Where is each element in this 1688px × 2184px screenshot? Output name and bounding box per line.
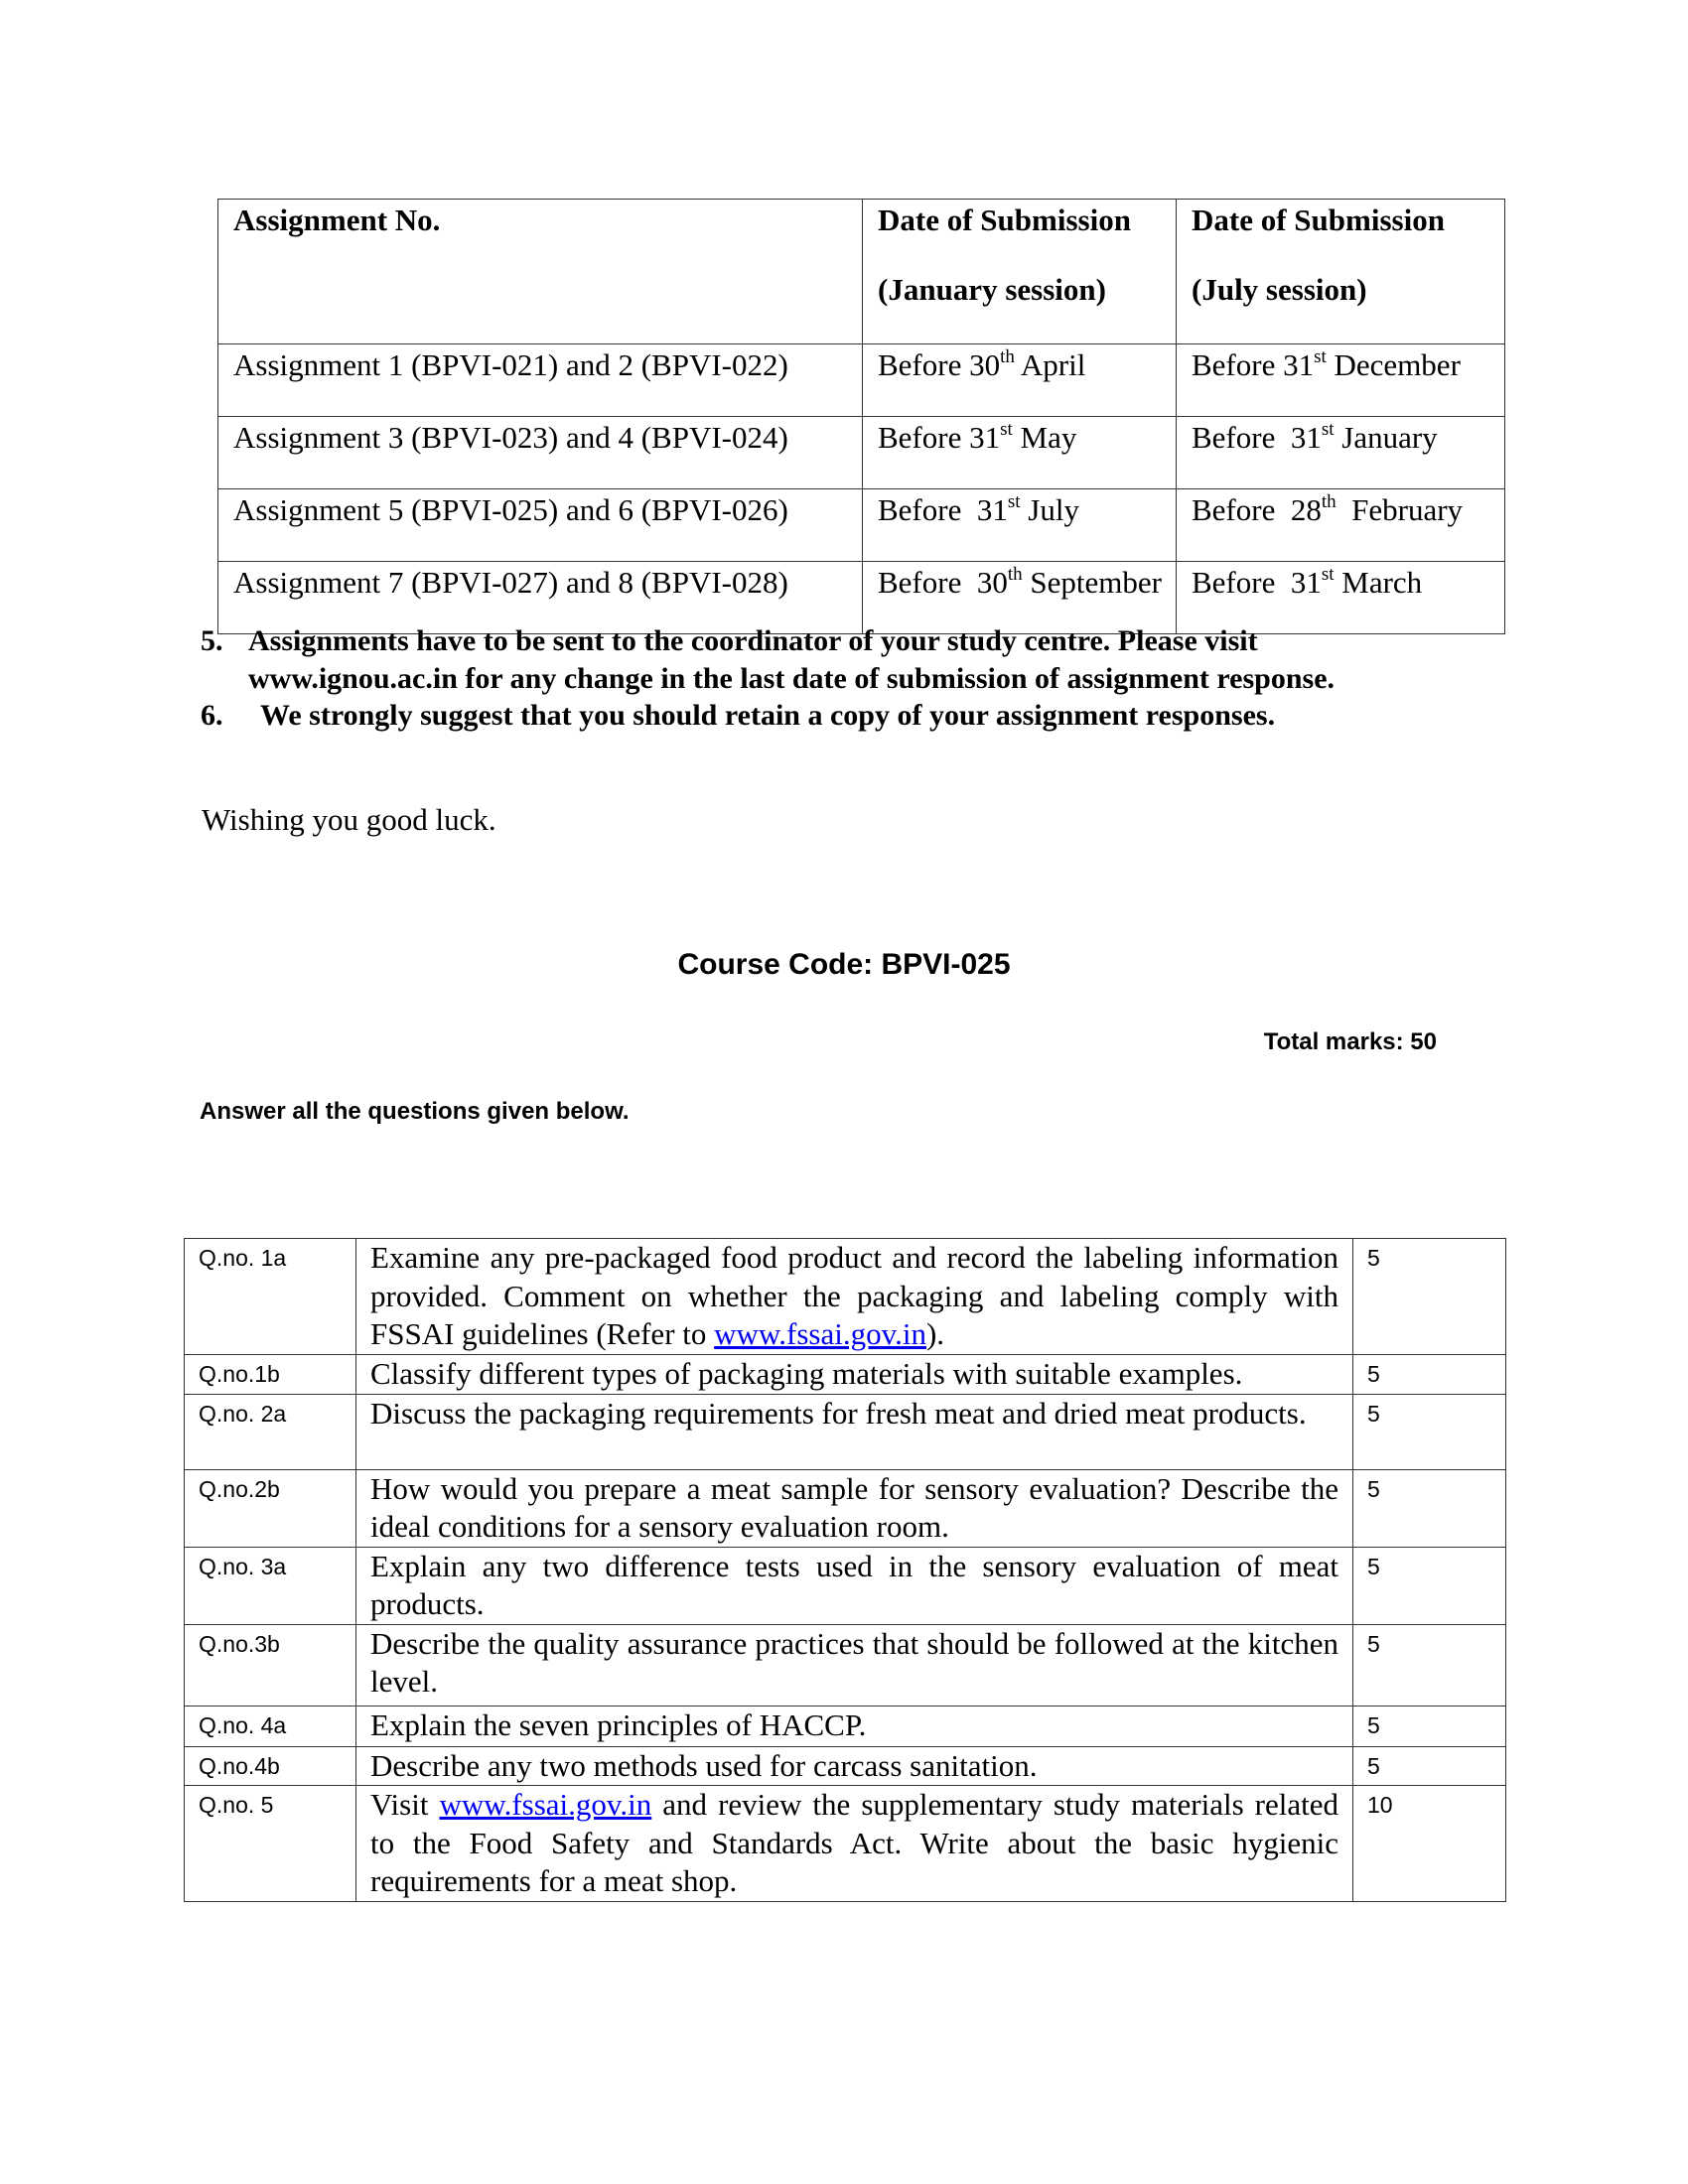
question-row — [185, 1469, 1506, 1547]
note-item-6 — [201, 697, 1511, 735]
note-item-5 — [201, 622, 1511, 697]
question-marks: 5 — [1353, 1469, 1506, 1547]
question-number: Q.no. 5 — [185, 1786, 356, 1902]
question-text: Explain any two difference tests used in the sensory evaluation of meat products. — [356, 1547, 1353, 1624]
question-number: Q.no.3b — [185, 1624, 356, 1706]
july-date-cell: Before 31st December — [1177, 344, 1505, 417]
question-marks: 5 — [1353, 1624, 1506, 1706]
question-row — [185, 1354, 1506, 1394]
question-text: Discuss the packaging requirements for fresh meat and dried meat products. — [356, 1394, 1353, 1469]
instructions-list — [201, 622, 1511, 735]
july-date-cell: Before 31st January — [1177, 417, 1505, 489]
july-date-cell: Before 28th February — [1177, 489, 1505, 562]
question-marks: 5 — [1353, 1746, 1506, 1786]
question-number: Q.no.1b — [185, 1354, 356, 1394]
table-row — [218, 489, 1505, 562]
table-header-row — [218, 200, 1505, 344]
note-number: 5. — [201, 624, 223, 657]
question-row — [185, 1547, 1506, 1624]
questions-table — [184, 1238, 1506, 1902]
january-date-cell: Before 31st July — [863, 489, 1177, 562]
note-text: We strongly suggest that you should retain a copy of your assignment responses. — [260, 699, 1276, 732]
question-text: Describe the quality assurance practices that should be followed at the kitchen level. — [356, 1624, 1353, 1706]
header-july-session: Date of Submission (July session) — [1177, 200, 1505, 344]
question-text: Visit www.fssai.gov.in and review the supplementary study materials related to the Food Safety and Standards Act. Write about the basic hygienic requirements for a meat shop. — [356, 1786, 1353, 1902]
question-row — [185, 1706, 1506, 1746]
question-marks: 5 — [1353, 1354, 1506, 1394]
question-row — [185, 1239, 1506, 1355]
header-assignment-no: Assignment No. — [218, 200, 863, 344]
total-marks: Total marks: 50 — [1263, 1028, 1437, 1055]
question-marks: 5 — [1353, 1394, 1506, 1469]
question-text: Examine any pre-packaged food product and record the labeling information provided. Comment on whether the packaging and labeling comply with FSSAI guidelines (Refer to www.fssai.gov.in). — [356, 1239, 1353, 1355]
instruction-text: Answer all the questions given below. — [200, 1098, 630, 1125]
january-date-cell: Before 30th April — [863, 344, 1177, 417]
question-text: Explain the seven principles of HACCP. — [356, 1706, 1353, 1746]
question-marks: 5 — [1353, 1706, 1506, 1746]
submission-dates-table — [217, 199, 1505, 634]
question-text: Classify different types of packaging materials with suitable examples. — [356, 1354, 1353, 1394]
table-row — [218, 344, 1505, 417]
question-row — [185, 1624, 1506, 1706]
assignment-cell: Assignment 1 (BPVI-021) and 2 (BPVI-022) — [218, 344, 863, 417]
table-row — [218, 417, 1505, 489]
question-marks: 5 — [1353, 1547, 1506, 1624]
question-row — [185, 1786, 1506, 1902]
assignment-cell: Assignment 5 (BPVI-025) and 6 (BPVI-026) — [218, 489, 863, 562]
question-marks: 5 — [1353, 1239, 1506, 1355]
question-number: Q.no. 1a — [185, 1239, 356, 1355]
question-marks: 10 — [1353, 1786, 1506, 1902]
question-text: How would you prepare a meat sample for sensory evaluation? Describe the ideal conditions for a sensory evaluation room. — [356, 1469, 1353, 1547]
assignment-cell: Assignment 7 (BPVI-027) and 8 (BPVI-028) — [218, 562, 863, 634]
question-row — [185, 1746, 1506, 1786]
january-date-cell: Before 31st May — [863, 417, 1177, 489]
question-number: Q.no. 2a — [185, 1394, 356, 1469]
july-date-cell: Before 31st March — [1177, 562, 1505, 634]
question-number: Q.no. 3a — [185, 1547, 356, 1624]
assignment-cell: Assignment 3 (BPVI-023) and 4 (BPVI-024) — [218, 417, 863, 489]
question-number: Q.no.4b — [185, 1746, 356, 1786]
closing-text: Wishing you good luck. — [202, 802, 496, 837]
january-date-cell: Before 30th September — [863, 562, 1177, 634]
header-january-session: Date of Submission (January session) — [863, 200, 1177, 344]
fssai-link[interactable]: www.fssai.gov.in — [439, 1787, 652, 1822]
note-text-line-1: Assignments have to be sent to the coordinator of your study centre. Please visit — [248, 624, 1258, 657]
course-code-heading: Course Code: BPVI-025 — [677, 948, 1011, 981]
question-number: Q.no. 4a — [185, 1706, 356, 1746]
note-number: 6. — [201, 699, 223, 732]
fssai-link[interactable]: www.fssai.gov.in — [714, 1316, 926, 1351]
question-row — [185, 1394, 1506, 1469]
question-number: Q.no.2b — [185, 1469, 356, 1547]
question-text: Describe any two methods used for carcass sanitation. — [356, 1746, 1353, 1786]
note-text-line-2: www.ignou.ac.in for any change in the last date of submission of assignment response. — [248, 661, 1336, 695]
